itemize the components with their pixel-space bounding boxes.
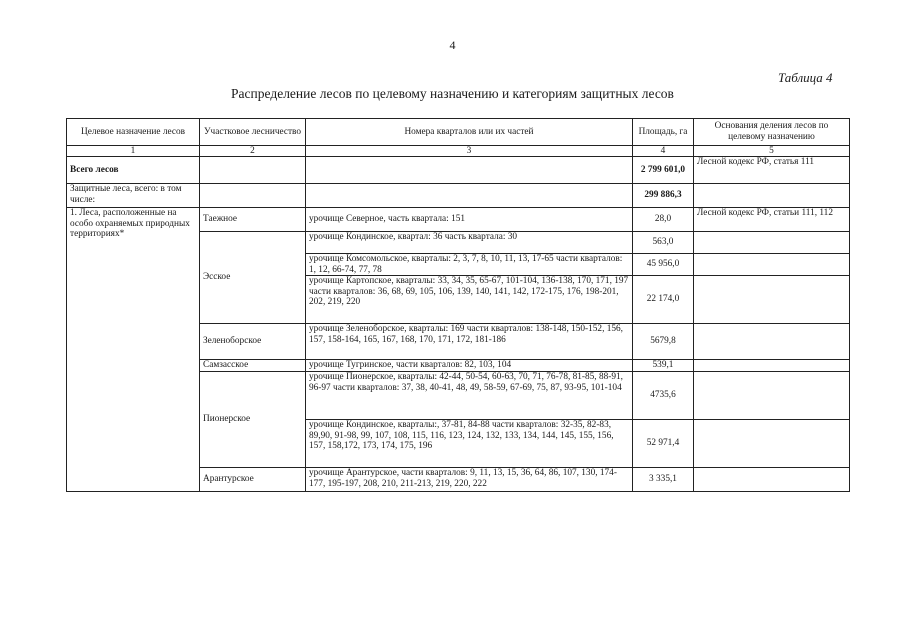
column-number: 4 bbox=[633, 146, 694, 157]
quarters-cell: урочище Северное, часть квартала: 151 bbox=[306, 208, 633, 232]
quarters-cell: урочище Тугринское, части кварталов: 82, 103, 104 bbox=[306, 360, 633, 372]
area-cell: 52 971,4 bbox=[633, 420, 694, 468]
total-label: Всего лесов bbox=[67, 157, 200, 184]
column-number: 2 bbox=[200, 146, 306, 157]
category-label: 1. Леса, расположенные на особо охраняемых природных территориях* bbox=[67, 208, 200, 492]
quarters-cell: урочище Арантурское, части кварталов: 9, 11, 13, 15, 36, 64, 86, 107, 130, 174-177, 195-197, 208, 210, 211-213, 219, 220, 222 bbox=[306, 468, 633, 492]
table-label: Таблица 4 bbox=[778, 70, 833, 85]
area-cell: 3 335,1 bbox=[633, 468, 694, 492]
area-cell: 45 956,0 bbox=[633, 254, 694, 276]
district-cell: Самзасское bbox=[200, 360, 306, 372]
quarters-cell: урочище Кондинское, кварталы:, 37-81, 84-88 части кварталов: 32-35, 82-83, 89,90, 91-98, 99, 107, 108, 115, 116, 123, 124, 132, 133, 134, 144, 145, 155, 156, 157, 158,172, 173, 174, 175, 196 bbox=[306, 420, 633, 468]
total-row bbox=[67, 157, 850, 184]
district-cell: Пионерское bbox=[200, 372, 306, 468]
protective-label: Защитные леса, всего: в том числе: bbox=[67, 184, 200, 208]
district-cell: Арантурское bbox=[200, 468, 306, 492]
header-area: Площадь, га bbox=[633, 119, 694, 146]
basis-cell: Лесной кодекс РФ, статьи 111, 112 bbox=[694, 208, 850, 232]
area-cell: 5679,8 bbox=[633, 324, 694, 360]
district-cell: Эсское bbox=[200, 232, 306, 324]
page-number: 4 bbox=[449, 38, 456, 52]
column-number-row bbox=[67, 146, 850, 157]
protective-area: 299 886,3 bbox=[633, 184, 694, 208]
area-cell: 539,1 bbox=[633, 360, 694, 372]
header-basis: Основания деления лесов по целевому назначению bbox=[694, 119, 850, 146]
total-basis: Лесной кодекс РФ, статья 111 bbox=[694, 157, 850, 184]
header-quarters: Номера кварталов или их частей bbox=[306, 119, 633, 146]
table-header-row bbox=[67, 119, 850, 146]
area-cell: 4735,6 bbox=[633, 372, 694, 420]
column-number: 3 bbox=[306, 146, 633, 157]
document-title: Распределение лесов по целевому назначению и категориям защитных лесов bbox=[231, 86, 674, 101]
protective-row bbox=[67, 184, 850, 208]
header-purpose: Целевое назначение лесов bbox=[67, 119, 200, 146]
column-number: 5 bbox=[694, 146, 850, 157]
table-row bbox=[67, 208, 850, 232]
district-cell: Таежное bbox=[200, 208, 306, 232]
forest-distribution-table bbox=[66, 118, 850, 492]
area-cell: 22 174,0 bbox=[633, 276, 694, 324]
header-district: Участковое лесничество bbox=[200, 119, 306, 146]
quarters-cell: урочище Комсомольское, кварталы: 2, 3, 7, 8, 10, 11, 13, 17-65 части кварталов: 1, 12, 66-74, 77, 78 bbox=[306, 254, 633, 276]
quarters-cell: урочище Зеленоборское, кварталы: 169 части кварталов: 138-148, 150-152, 156, 157, 158-164, 165, 167, 168, 170, 171, 172, 181-186 bbox=[306, 324, 633, 360]
area-cell: 563,0 bbox=[633, 232, 694, 254]
quarters-cell: урочище Пионерское, кварталы: 42-44, 50-54, 60-63, 70, 71, 76-78, 81-85, 88-91, 96-97 части кварталов: 37, 38, 40-41, 48, 49, 58-59, 67-69, 75, 87, 93-95, 101-104 bbox=[306, 372, 633, 420]
column-number: 1 bbox=[67, 146, 200, 157]
quarters-cell: урочище Картопское, кварталы: 33, 34, 35, 65-67, 101-104, 136-138, 170, 171, 197 части кварталов: 36, 68, 69, 105, 106, 139, 140, 141, 142, 172-175, 176, 198-201, 202, 219, 220 bbox=[306, 276, 633, 324]
area-cell: 28,0 bbox=[633, 208, 694, 232]
quarters-cell: урочище Кондинское, квартал: 36 часть квартала: 30 bbox=[306, 232, 633, 254]
total-area: 2 799 601,0 bbox=[633, 157, 694, 184]
district-cell: Зеленоборское bbox=[200, 324, 306, 360]
